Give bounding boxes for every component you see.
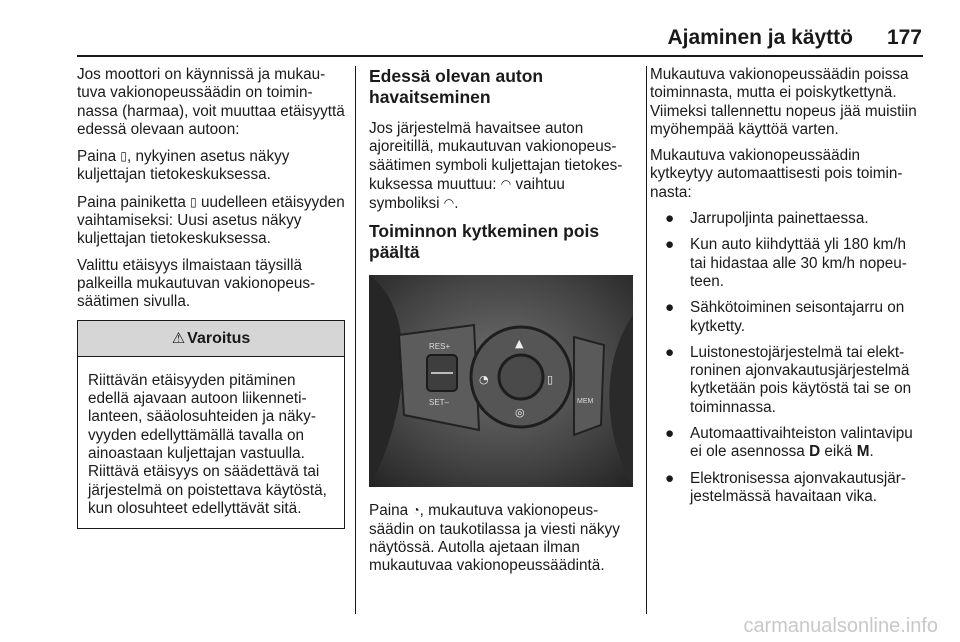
cruise-pause-icon: ◔	[412, 503, 420, 518]
paragraph	[77, 193, 345, 249]
list-item	[650, 425, 926, 462]
vehicle-icon: ▲	[515, 337, 524, 351]
paragraph: Valittu etäisyys ilmaistaan täysillä palkeilla mukautuvan vakionopeussäätimen sivulla.	[77, 256, 316, 311]
paragraph	[369, 501, 633, 575]
page-header	[0, 0, 960, 56]
text: Jos järjestelmä havaitsee auton ajoreitillä, mukautuvan vakionopeussäätimen symboli kuljettajan tietokeskuksessa muuttuu:	[369, 120, 623, 193]
list-item	[650, 299, 926, 336]
bullet: ●	[665, 425, 675, 443]
column-divider-1	[355, 66, 356, 614]
bullet: ●	[665, 210, 675, 228]
cruise-icon: ◠	[500, 176, 512, 191]
paragraph	[369, 120, 633, 213]
distance-icon: ▯	[120, 149, 127, 164]
bullet: ●	[665, 236, 675, 254]
heading-switch-off: Toiminnon kytkeminen pois päältä	[369, 221, 600, 263]
list-item-text: Kun auto kiihdyttää yli 180 km/h tai hidastaa alle 30 km/h nopeuteen.	[690, 236, 907, 290]
distance-icon: ▯	[547, 373, 554, 387]
warning-text: Riittävän etäisyyden pitäminen edellä ajavaan autoon liikennetilanteen, sääolosuhteiden ja näkyvyyden edellyttämällä tavalla on ainoastaan kuljettajan vastuulla. Riittävä etäisyys on säädettävä tai järjestelmä on poistettava käytöstä, kun olosuhteet edellyttävät sitä.	[88, 371, 327, 517]
paragraph: Mukautuva vakionopeussäädin kytkeytyy automaattisesti pois toiminnasta:	[650, 147, 903, 201]
distance-icon: ▯	[190, 194, 197, 209]
gear-d: D	[809, 443, 821, 461]
text: .	[869, 443, 874, 461]
bullet: ●	[665, 299, 675, 317]
page-number: 177	[886, 26, 922, 49]
text: Automaattivaihteiston valintavipu ei ole asennossa	[690, 425, 913, 461]
column-3	[650, 66, 926, 514]
text: .	[454, 195, 459, 213]
text: Paina painiketta	[77, 193, 191, 211]
list-item	[650, 344, 926, 417]
warning-triangle-icon: ⚠	[171, 329, 186, 347]
text: vaihtuu symboliksi	[369, 175, 565, 213]
mem-label: MEM	[577, 398, 594, 406]
text: , mukautuva vakionopeussäädin on taukotilassa ja viesti näkyy näytössä. Autolla ajetaan ilman mukautuvaa vakionopeussäädintä.	[369, 502, 620, 575]
watermark: carmanualsonline.info	[743, 615, 938, 637]
steering-wheel-illustration	[369, 275, 633, 487]
list-item-text: Luistonestojärjestelmä tai elektroninen ajonvakautusjärjestelmä kytketään pois käytöstä tai se on toiminnassa.	[690, 343, 912, 416]
paragraph: Mukautuva vakionopeussäädin poissa toiminnasta, mutta ei poiskytkettynä. Viimeksi tallennettu nopeus jää muistiin myöhempää käyttöä varten.	[650, 66, 917, 138]
cruise-pause-icon: ◔	[479, 373, 489, 387]
header-rule	[77, 55, 923, 57]
list-item-text: Elektronisessa ajonvakautusjärjestelmässä havaitaan vika.	[690, 469, 906, 505]
list-item-text: Sähkötoiminen seisontajarru on kytketty.	[690, 299, 905, 335]
list-item	[650, 236, 926, 291]
column-2	[369, 66, 633, 584]
column-divider-2	[646, 66, 647, 614]
text: Paina	[77, 148, 121, 166]
text: , nykyinen asetus näkyy kuljettajan tietokeskuksessa.	[77, 148, 290, 184]
text: eikä	[820, 443, 857, 461]
cruise-vehicle-icon: ◠	[443, 196, 455, 211]
list-item	[650, 210, 926, 228]
paragraph	[77, 147, 345, 185]
list-item	[650, 470, 926, 507]
bullet: ●	[665, 469, 675, 487]
section-title: Ajaminen ja käyttö	[667, 26, 853, 49]
steering-wheel-photo	[369, 275, 633, 487]
limiter-icon: ◎	[515, 406, 525, 420]
column-1	[77, 66, 345, 529]
warning-header	[78, 321, 344, 357]
paragraph: Jos moottori on käynnissä ja mukautuva vakionopeussäädin on toiminnassa (harmaa), voit muuttaa etäisyyttä edessä olevaan autoon:	[77, 66, 345, 138]
text: uudelleen etäisyyden vaihtamiseksi: Uusi asetus näkyy kuljettajan tietokeskuksessa.	[77, 193, 345, 248]
res-label: RES+	[429, 342, 451, 352]
list-item-text: Jarrupoljinta painettaessa.	[690, 210, 869, 228]
warning-title: Varoitus	[187, 329, 251, 347]
text: Paina	[369, 502, 413, 520]
heading-vehicle-detection: Edessä olevan auton havaitseminen	[369, 66, 544, 107]
bullet: ●	[665, 343, 675, 361]
set-label: SET–	[429, 398, 450, 408]
deactivation-list	[650, 210, 926, 506]
warning-box	[77, 320, 345, 530]
gear-m: M	[856, 443, 870, 461]
